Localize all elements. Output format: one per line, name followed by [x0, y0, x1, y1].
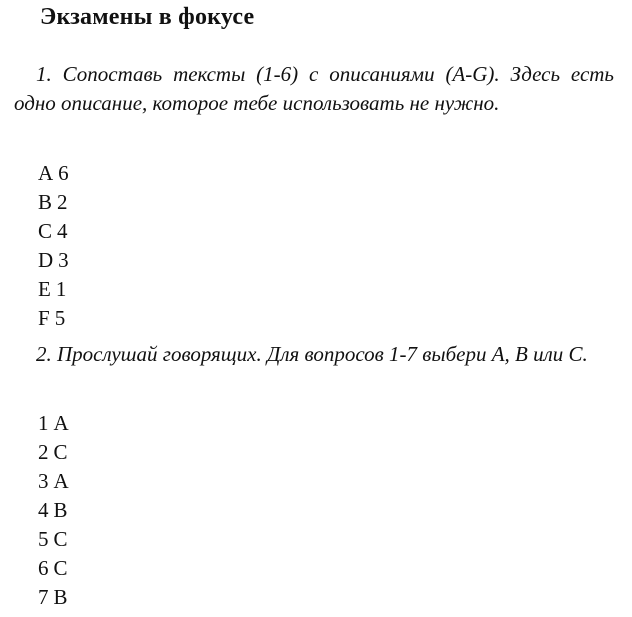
answer-choice: C	[53, 527, 68, 551]
task-2-instructions: 2. Прослушай говорящих. Для вопросов 1-7 выбери А, В или С.	[36, 342, 588, 366]
answer-letter: D	[38, 248, 54, 272]
answer-choice: A	[53, 411, 69, 435]
answer-letter: B	[38, 190, 53, 214]
answer-number: 2	[38, 440, 49, 464]
answer-value: 1	[55, 277, 67, 301]
answer-number: 5	[38, 527, 49, 551]
answer-letter: E	[38, 277, 51, 301]
answer-item	[38, 554, 69, 583]
answer-item	[38, 188, 69, 217]
answer-value: 2	[57, 190, 68, 214]
answer-item	[38, 409, 69, 438]
answer-choice: B	[53, 585, 68, 609]
answer-value: 3	[58, 248, 69, 272]
answer-number: 1	[38, 411, 49, 435]
answer-choice: C	[53, 556, 68, 580]
answer-number: 7	[38, 585, 49, 609]
answer-value: 6	[58, 161, 69, 185]
answer-letter: F	[38, 306, 50, 330]
answer-item	[38, 583, 69, 612]
answer-letter: C	[38, 219, 53, 243]
answer-item	[38, 275, 69, 304]
answer-choice: A	[53, 469, 69, 493]
answer-value: 4	[57, 219, 68, 243]
answer-number: 4	[38, 498, 49, 522]
task-2-answers	[38, 409, 69, 612]
answer-number: 6	[38, 556, 49, 580]
page-title: Экзамены в фокусе	[40, 4, 255, 30]
task-1-instructions: 1. Сопоставь тексты (1-6) с описаниями (A-G). Здесь есть одно описание, которое тебе использовать не нужно.	[14, 62, 614, 115]
answer-item	[38, 525, 69, 554]
answer-item	[38, 304, 69, 333]
answer-item	[38, 496, 69, 525]
answer-item	[38, 438, 69, 467]
answer-item	[38, 217, 69, 246]
answer-choice: B	[53, 498, 68, 522]
answer-letter: A	[38, 161, 54, 185]
answer-item	[38, 246, 69, 275]
answer-choice: C	[53, 440, 68, 464]
task-1-answers	[38, 159, 69, 333]
answer-number: 3	[38, 469, 49, 493]
answer-item	[38, 467, 69, 496]
answer-value: 5	[54, 306, 66, 330]
answer-item	[38, 159, 69, 188]
